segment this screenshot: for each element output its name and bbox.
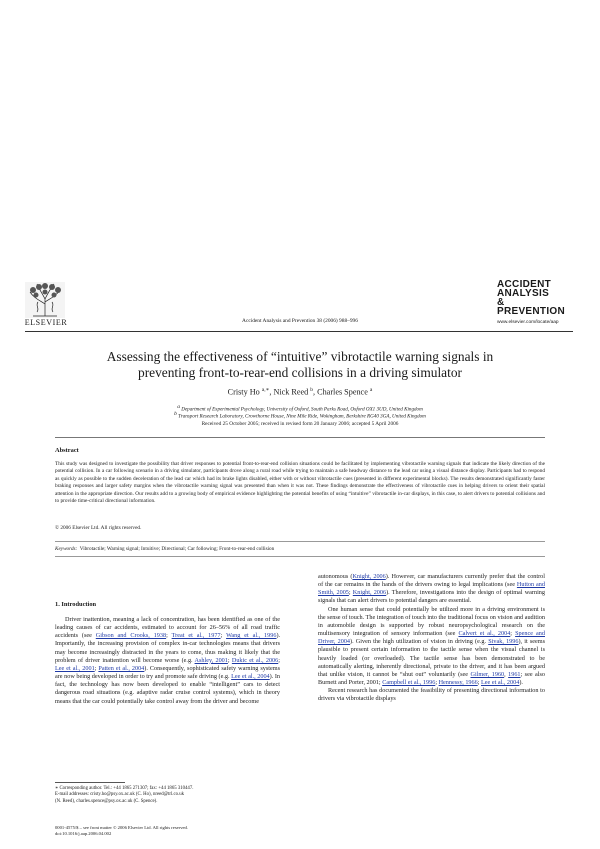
author-name: Charles Spence (317, 387, 368, 397)
journal-logo (497, 280, 572, 316)
paragraph: Recent research has documented the feasibility of presenting directional information to drivers via vibrotactile displays (318, 687, 545, 703)
citation-link[interactable]: Calvert et al., 2004 (458, 630, 511, 638)
copyright-notice: © 2006 Elsevier Ltd. All rights reserved. (55, 525, 142, 531)
body-text: ; (477, 679, 481, 687)
email-addresses[interactable]: (N. Reed), charles.spence@psy.ox.ac.uk (C. Spence). (55, 798, 158, 804)
publisher-name: ELSEVIER (24, 318, 68, 327)
body-text: ; (94, 664, 99, 672)
keywords-label: Keywords: (55, 546, 78, 552)
author-name: Nick Reed (273, 387, 309, 397)
body-text: ). In fact, the technology has now been developed to enable “intelligent” cars to detect dangerous road situations (e.g. adaptive radar cruise control systems), which in theory means that the car could potentially take control away from the driver and become (55, 673, 281, 705)
elsevier-tree-logo (25, 282, 65, 318)
body-text: ). Consequently, sophisticated safety warning systems are now being developed in order to try and promote safe driving (e.g. (55, 664, 280, 681)
paragraph (55, 616, 280, 706)
affiliation-text: Department of Experimental Psychology, University of Oxford, South Parks Road, Oxford OX1 3UD, United Kingdom (181, 406, 423, 413)
journal-logo-line: ANALYSIS (497, 288, 550, 299)
header-divider (25, 331, 573, 332)
abstract-divider (55, 541, 545, 542)
citation-link[interactable]: Ashley, 2001 (194, 656, 228, 664)
body-text: ). Given the high utilization of vision in driving (e.g. (350, 638, 489, 646)
keywords-list: Vibrotactile; Warning signal; Intuitive; Directional; Car following; Front-to-rear-end collision (79, 546, 275, 552)
citation-link[interactable]: Hutton and Smith, 2005 (318, 581, 545, 597)
citation-link[interactable]: Knight, 2006 (352, 573, 386, 580)
email-addresses[interactable]: E-mail addresses: cristy.ho@psy.ox.ac.uk (C. Ho), nreed@trl.co.uk (55, 792, 185, 798)
footnote-divider (55, 782, 125, 783)
affiliation-text: Transport Research Laboratory, Crowthorne House, Nine Mile Ride, Wokingham, Berkshire RG40 3GA, United Kingdom (178, 413, 426, 420)
body-text: ; (278, 656, 280, 664)
citation-link[interactable]: Wang et al., 1996 (226, 632, 277, 640)
body-text: , (504, 670, 509, 678)
citation-link[interactable]: Treat et al., 1977 (171, 632, 221, 640)
right-column (318, 573, 545, 704)
author-name: Cristy Ho (227, 387, 260, 397)
author-list: Cristy Ho $^{a,∗}$, Nick Reed $^b$, Charles Spence $^a$ (227, 387, 373, 397)
author-affiliation-mark[interactable]: a,∗ (261, 387, 270, 393)
body-text: ). (519, 679, 523, 687)
citation-link[interactable]: Lee et al., 2004 (231, 673, 270, 681)
title-line-1: Assessing the effectiveness of “intuitive” vibrotactile warning signals in (106, 349, 494, 364)
body-text: autonomous ( (318, 573, 353, 580)
paragraph (318, 573, 545, 606)
abstract-divider (55, 437, 545, 438)
abstract-heading: Abstract (55, 447, 79, 454)
article-title (40, 349, 560, 381)
journal-logo-line: & (497, 297, 505, 308)
body-text: ; (348, 589, 353, 597)
body-text: ; (435, 679, 439, 687)
paragraph (318, 606, 545, 688)
journal-url[interactable]: www.elsevier.com/locate/aap (497, 320, 559, 325)
issn-line: 0001-4575/$ – see front matter © 2006 Elsevier Ltd. All rights reserved. (55, 825, 188, 830)
body-text: Driver inattention, meaning a lack of concentration, has been identified as one of the leading causes of car accidents, estimated to account for 26–56% of all road traffic accidents (see (55, 616, 280, 640)
body-text: ; see also Burnett and Porter, 2001; (318, 670, 545, 687)
keywords (55, 546, 274, 552)
body-text: ). However, car manufacturers currently prefer that the control of the car remains in the hands of the drivers owing to legal implications (see (318, 573, 545, 589)
citation-link[interactable]: Gilmer, 1960 (470, 670, 505, 678)
author-affiliation-mark[interactable]: b (310, 387, 314, 393)
citation-link[interactable]: Spence and Driver, 2004 (318, 630, 545, 646)
section-heading: 1. Introduction (55, 601, 97, 608)
body-text: ; (227, 656, 232, 664)
body-text: ; (220, 632, 227, 640)
article-dates: Received 25 October 2005; received in revised form 20 January 2006; accepted 5 April 2006 (201, 421, 399, 427)
affiliation (0, 411, 600, 420)
left-column (55, 616, 280, 706)
corresponding-author-note: ∗ Corresponding author. Tel.: +44 1865 271307; fax: +44 1865 310447. (55, 786, 194, 791)
body-text: ), it seems plausible to present certain information to the tactile sense when the visual channel is heavily loaded (or overloaded). The tactile sense has been demonstrated to be automatically alerting, inherently directional, private to the driver, and it has been argued that unlike vision, it cannot be “shut out” voluntarily (see (318, 638, 545, 678)
citation-link[interactable]: Campbell et al., 1996 (382, 679, 436, 687)
journal-reference: Accident Analysis and Prevention 38 (2006) 988–996 (242, 318, 358, 324)
journal-logo-line: ACCIDENT (497, 279, 552, 290)
citation-link[interactable]: 1961 (508, 670, 521, 678)
citation-link[interactable]: Dukic et al., 2006 (231, 656, 279, 664)
author-affiliation-mark[interactable]: a (369, 387, 373, 393)
keywords-divider (55, 556, 545, 557)
footnotes (55, 786, 295, 805)
citation-link[interactable]: Gibson and Crooks, 1938 (95, 632, 167, 640)
abstract-text: This study was designed to investigate the possibility that driver responses to potential front-to-rear-end collision situations could be facilitated by implementing vibrotactile warning signals that indicate the likely direction of the potential collision. In a car following scenario in a driving simulator, participants drove along a rural road while trying to maintain a safe headway distance to the lead car using a visual distance display. Participants had to respond as quickly as possible to the sudden deceleration of the lead car which had its brake lights disabled, either with or without vibrotactile cues (presented in different experimental blocks). The results demonstrated significantly faster braking responses and larger safety margins when the vibrotactile warning signal was presented than when it was not. These findings demonstrate the effectiveness of vibrotactile cues in helping drivers to orient their spatial attention in the appropriate direction. Our results add to a growing body of empirical evidence highlighting the potential benefits of using “intuitive” vibrotactile in-car displays, in this case, to alert drivers to potential collisions and to provide time-critical directional information. (55, 461, 545, 505)
citation-link[interactable]: Hennessy, 1966 (438, 679, 478, 687)
citation-link[interactable]: Lee et al., 2004 (481, 679, 520, 687)
citation-link[interactable]: Lee et al., 2001 (55, 664, 95, 672)
affiliation-mark: a (177, 404, 180, 410)
body-text: One human sense that could potentially be utilized more in a driving environment is the sense of touch. The integration of touch into the traditional focus on vision and audition in automobile design is supported by robust neuropsychological research on the multisensory integration of sensory information (see (318, 605, 545, 638)
doi-link[interactable]: doi:10.1016/j.aap.2006.04.002 (55, 831, 112, 837)
issn-block (55, 825, 315, 838)
citation-link[interactable]: Sivak, 1996 (488, 638, 519, 646)
body-text: ). Importantly, the increasing provision of complex in-car technologies means that drivers may become increasingly distracted in the years to come, thus making it likely that the problem of driver inattention will become worse (e.g. (55, 632, 281, 664)
body-text: ; (166, 632, 172, 640)
citation-link[interactable]: Patten et al., 2004 (98, 664, 145, 672)
journal-logo-line: PREVENTION (497, 306, 566, 317)
citation-link[interactable]: Knight, 2006 (352, 589, 387, 597)
body-text: ; (510, 630, 516, 638)
affiliation-mark: b (174, 411, 177, 417)
body-text: ). Therefore, investigations into the design of optimal warning signals that can alert drivers to potential dangers are essential. (318, 589, 545, 605)
title-line-2: preventing front-to-rear-end collisions in a driving simulator (138, 365, 462, 380)
